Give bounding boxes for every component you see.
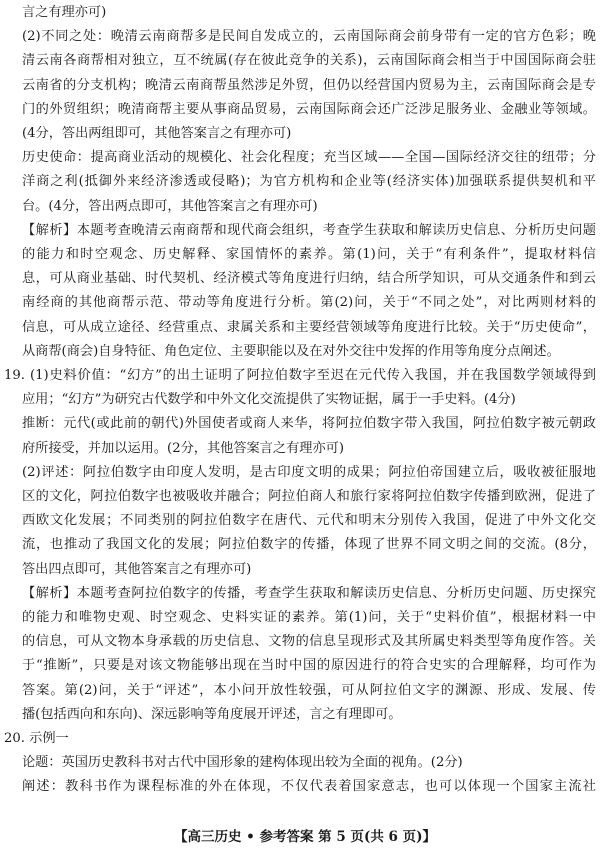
text-line: 洋商之利(抵御外来经济渗透或侵略)；为官方机构和企业等(经济实体)加强联系提供契机和平: [22, 174, 596, 190]
text-line: 云南省的分支机构；晚清云南商帮虽然涉足外贸，但仍以经营国内贸易为主，云南国际商会是专: [22, 77, 596, 93]
text-line: (2)评述：阿拉伯数字由印度人发明，是古印度文明的成果；阿拉伯帝国建立后，吸收被征服地: [22, 464, 596, 480]
text-line: 推断：元代(或此前的朝代)外国使者或商人来华，将阿拉伯数字带入我国，阿拉伯数字被元朝政: [22, 416, 596, 432]
text-line: (2)不同之处：晚清云南商帮多是民间自发成立的，云南国际商会前身带有一定的官方色彩；晚: [22, 29, 596, 45]
text-line: 的能力和时空观念、历史解释、家国情怀的素养。第(1)问，关于“有利条件”，提取材料信: [22, 247, 596, 262]
text-line: 于“推断”，只要是对该文物能够出现在当时中国的原因进行的符合史实的合理解释，均可作为: [22, 658, 596, 674]
text-line: 清云南各商帮相对独立，互不统属(存在彼此竞争的关系)，云南国际商会相当于中国国际商会驻: [22, 53, 596, 69]
text-line: 府所接受，并加以运用。(2分，其他答案言之有理亦可): [22, 440, 344, 456]
text-line: 20. 示例一: [4, 731, 69, 746]
text-line: 的信息，可从文物本身承载的历史信息、文物的信息呈现形式及其所属史料类型等角度作答。关: [22, 634, 596, 650]
text-line: 门的外贸组织；晚清商帮主要从事商品贸易，云南国际商会还广泛涉足服务业、金融业等领域。: [22, 101, 596, 117]
text-line: 区的文化，阿拉伯数字也被吸收并融合；阿拉伯商人和旅行家将阿拉伯数字传播到欧洲，促进了: [22, 489, 596, 504]
text-line: 答出四点即可，其他答案言之有理亦可): [22, 561, 252, 577]
page-footer: 【高三历史 • 参考答案 第 5 页(共 6 页)】: [173, 829, 437, 845]
text-line: 播(包括西向和东向)、深远影响等角度展开评述，言之有理即可。: [22, 706, 402, 722]
text-line: 的能力和唯物史观、时空观念、史料实证的素养。第(1)问，关于“史料价值”，根据材料一中: [22, 610, 596, 625]
text-line: 论题：英国历史教科书对古代中国形象的建构体现出较为全面的视角。(2分): [22, 755, 463, 771]
text-line: 南经商的其他商帮示范、带动等角度进行分析。第(2)问，关于“不同之处”，对比两则材料的: [22, 295, 596, 311]
text-line: 应用；“幻方”为研究古代数学和中外文化交流提供了实物证据，属于一手史料。(4分): [22, 392, 516, 408]
text-line: 【解析】本题考查晚清云南商帮和现代商会组织，考查学生获取和解读历史信息、分析历史问题: [22, 222, 596, 238]
text-line: 答案。第(2)问，关于“评述”，本小问开放性较强，可从阿拉伯文字的渊源、形成、发展、传: [22, 682, 596, 698]
text-line: 历史使命：提高商业活动的规模化、社会化程度；充当区域——全国—国际经济交往的纽带；分: [22, 150, 596, 166]
text-line: 言之有理亦可): [22, 5, 107, 20]
text-line: 信息，可从成立途径、经营重点、隶属关系和主要经营领域等角度进行比较。关于“历史使命”，: [22, 319, 596, 335]
text-line: 息，可从商业基础、时代契机、经济模式等角度进行归纳，结合所学知识，可从交通条件和到云: [22, 271, 596, 287]
text-line: 19. (1)史料价值：“幻方”的出土证明了阿拉伯数字至迟在元代传入我国，并在我国数学领域得到: [4, 368, 596, 383]
text-line: 【解析】本题考查阿拉伯数字的传播，考查学生获取和解读历史信息、分析历史问题、历史探究: [22, 585, 596, 601]
text-line: 流，也推动了我国文化的发展；阿拉伯数字的传播，体现了世界不同文明之间的交流。(8分，: [22, 537, 596, 553]
text-line: 西欧文化发展；不同类别的阿拉伯数字在唐代、元代和明末分别传入我国，促进了中外文化交: [22, 513, 596, 529]
text-line: 台。(4分，答出两点即可，其他答案言之有理亦可): [22, 198, 318, 214]
text-line: 阐述：教科书作为课程标准的外在体现，不仅代表着国家意志，也可以体现一个国家主流社: [22, 779, 596, 795]
text-line: 从商帮(商会)自身特征、角色定位、主要职能以及在对外交往中发挥的作用等角度分点阐述。: [22, 343, 560, 359]
text-line: (4分，答出两组即可，其他答案言之有理亦可): [22, 126, 292, 141]
